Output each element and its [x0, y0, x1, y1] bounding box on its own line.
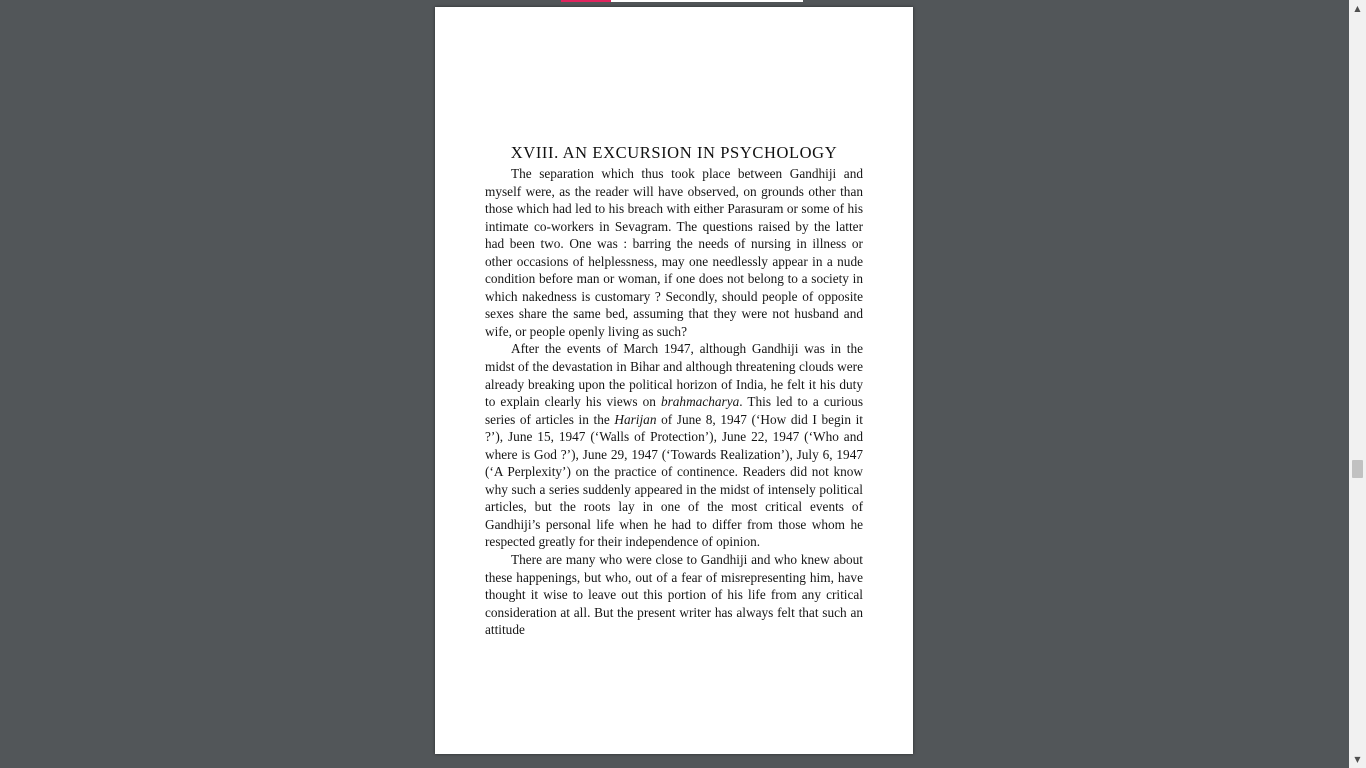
vertical-scrollbar[interactable]	[1349, 0, 1366, 768]
paragraph-text: of June 8, 1947 (‘How did I begin it ?’), June 15, 1947 (‘Walls of Protection’), June 22, 1947 (‘Who and where is God ?’), June 29, 1947 (‘Towards Realization’), July 6, 1947 (‘A Perplexity’) on the practice of continence. Readers did not know why such a series suddenly appeared in the midst of intensely political articles, but the roots lay in one of the most critical events of Gandhiji’s personal life when he had to differ from those whom he respected greatly for their independence of opinion.	[485, 411, 863, 550]
toolbar-accent	[561, 0, 611, 2]
scroll-thumb[interactable]	[1352, 460, 1363, 478]
toolbar-progress-strip	[561, 0, 803, 2]
paragraph-text: After the events of March 1947, although Gandhiji was in the midst of the devastation in Bihar and although threatening clouds were already breaking upon the political horizon of India, he felt it his duty to explain clearly his views on	[485, 341, 863, 410]
document-page	[435, 7, 913, 754]
chapter-title: XVIII. AN EXCURSION IN PSYCHOLOGY	[510, 143, 838, 162]
paragraph	[485, 551, 863, 639]
italic-term: Harijan	[614, 411, 657, 427]
page-body	[485, 165, 863, 639]
paragraph	[485, 340, 863, 551]
scroll-up-arrow-icon[interactable]: ▲	[1354, 4, 1361, 13]
paragraph-text: . This led to a curious series of articles in the	[485, 394, 863, 427]
paragraph	[485, 165, 863, 340]
scroll-down-arrow-icon[interactable]: ▼	[1354, 755, 1361, 764]
paragraph-text: The separation which thus took place between Gandhiji and myself were, as the reader will have observed, on grounds other than those which had led to his breach with either Parasuram or some of his intimate co-workers in Sevagram. The questions raised by the latter had been two. One was : barring the needs of nursing in illness or other occasions of helplessness, may one needlessly appear in a nude condition before man or woman, if one does not belong to a society in which nakedness is customary ? Secondly, should people of opposite sexes share the same bed, assuming that they were not husband and wife, or people openly living as such?	[485, 166, 863, 339]
italic-term: brahmacharya	[660, 394, 740, 410]
paragraph-text: There are many who were close to Gandhiji and who knew about these happenings, but who, out of a fear of misrepresenting him, have thought it wise to leave out this portion of his life from any critical consideration at all. But the present writer has always felt that such an attitude	[485, 552, 863, 638]
